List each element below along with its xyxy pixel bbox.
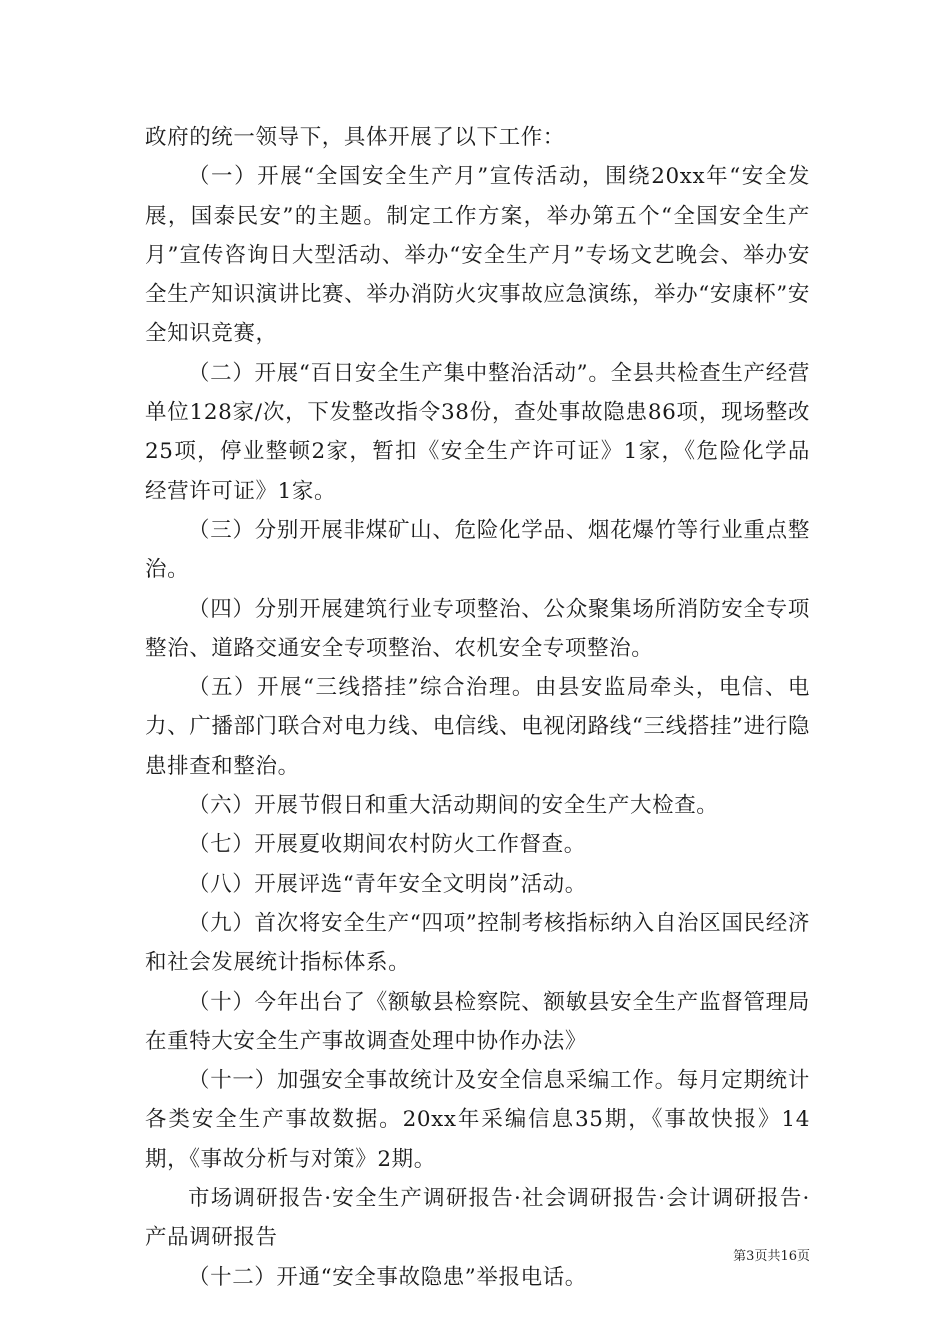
paragraph-item-8: （八）开展评选“青年安全文明岗”活动。 xyxy=(188,871,587,897)
paragraph-item-5: （五）开展“三线搭挂”综合治理。由县安监局牵头，电信、电力、广播部门联合对电力线、电信线、电视闭路线“三线搭挂”进行隐患排查和整治。 xyxy=(145,675,810,779)
paragraph-intro: 政府的统一领导下，具体开展了以下工作： xyxy=(145,125,565,150)
paragraph-related-reports: 市场调研报告·安全生产调研报告·社会调研报告·会计调研报告·产品调研报告 xyxy=(145,1186,810,1251)
document-body xyxy=(145,118,810,1297)
paragraph-item-12: （十二）开通“安全事故隐患”举报电话。 xyxy=(188,1264,587,1290)
paragraph-item-11: （十一）加强安全事故统计及安全信息采编工作。每月定期统计各类安全生产事故数据。20xx年采编信息35期，《事故快报》14期，《事故分析与对策》2期。 xyxy=(145,1068,810,1172)
paragraph-item-4: （四）分别开展建筑行业专项整治、公众聚集场所消防安全专项整治、道路交通安全专项整治、农机安全专项整治。 xyxy=(145,596,810,661)
paragraph-item-6: （六）开展节假日和重大活动期间的安全生产大检查。 xyxy=(188,793,719,819)
page-number: 第3页共16页 xyxy=(733,1249,810,1264)
paragraph-item-3: （三）分别开展非煤矿山、危险化学品、烟花爆竹等行业重点整治。 xyxy=(145,517,810,583)
paragraph-item-10: （十）今年出台了《额敏县检察院、额敏县安全生产监督管理局在重特大安全生产事故调查处理中协作办法》 xyxy=(145,989,810,1054)
paragraph-item-9: （九）首次将安全生产“四项”控制考核指标纳入自治区国民经济和社会发展统计指标体系。 xyxy=(145,910,810,976)
paragraph-item-7: （七）开展夏收期间农村防火工作督查。 xyxy=(188,832,586,858)
paragraph-item-2: （二）开展“百日安全生产集中整治活动”。全县共检查生产经营单位128家/次，下发整改指令38份，查处事故隐患86项，现场整改25项，停业整顿2家，暂扣《安全生产许可证》1家，《危险化学品经营许可证》1家。 xyxy=(145,360,810,504)
paragraph-item-1: （一）开展“全国安全生产月”宣传活动，围绕20xx年“安全发展，国泰民安”的主题。制定工作方案，举办第五个“全国安全生产月”宣传咨询日大型活动、举办“安全生产月”专场文艺晚会、举办安全生产知识演讲比赛、举办消防火灾事故应急演练，举办“安康杯”安全知识竞赛， xyxy=(145,164,810,347)
